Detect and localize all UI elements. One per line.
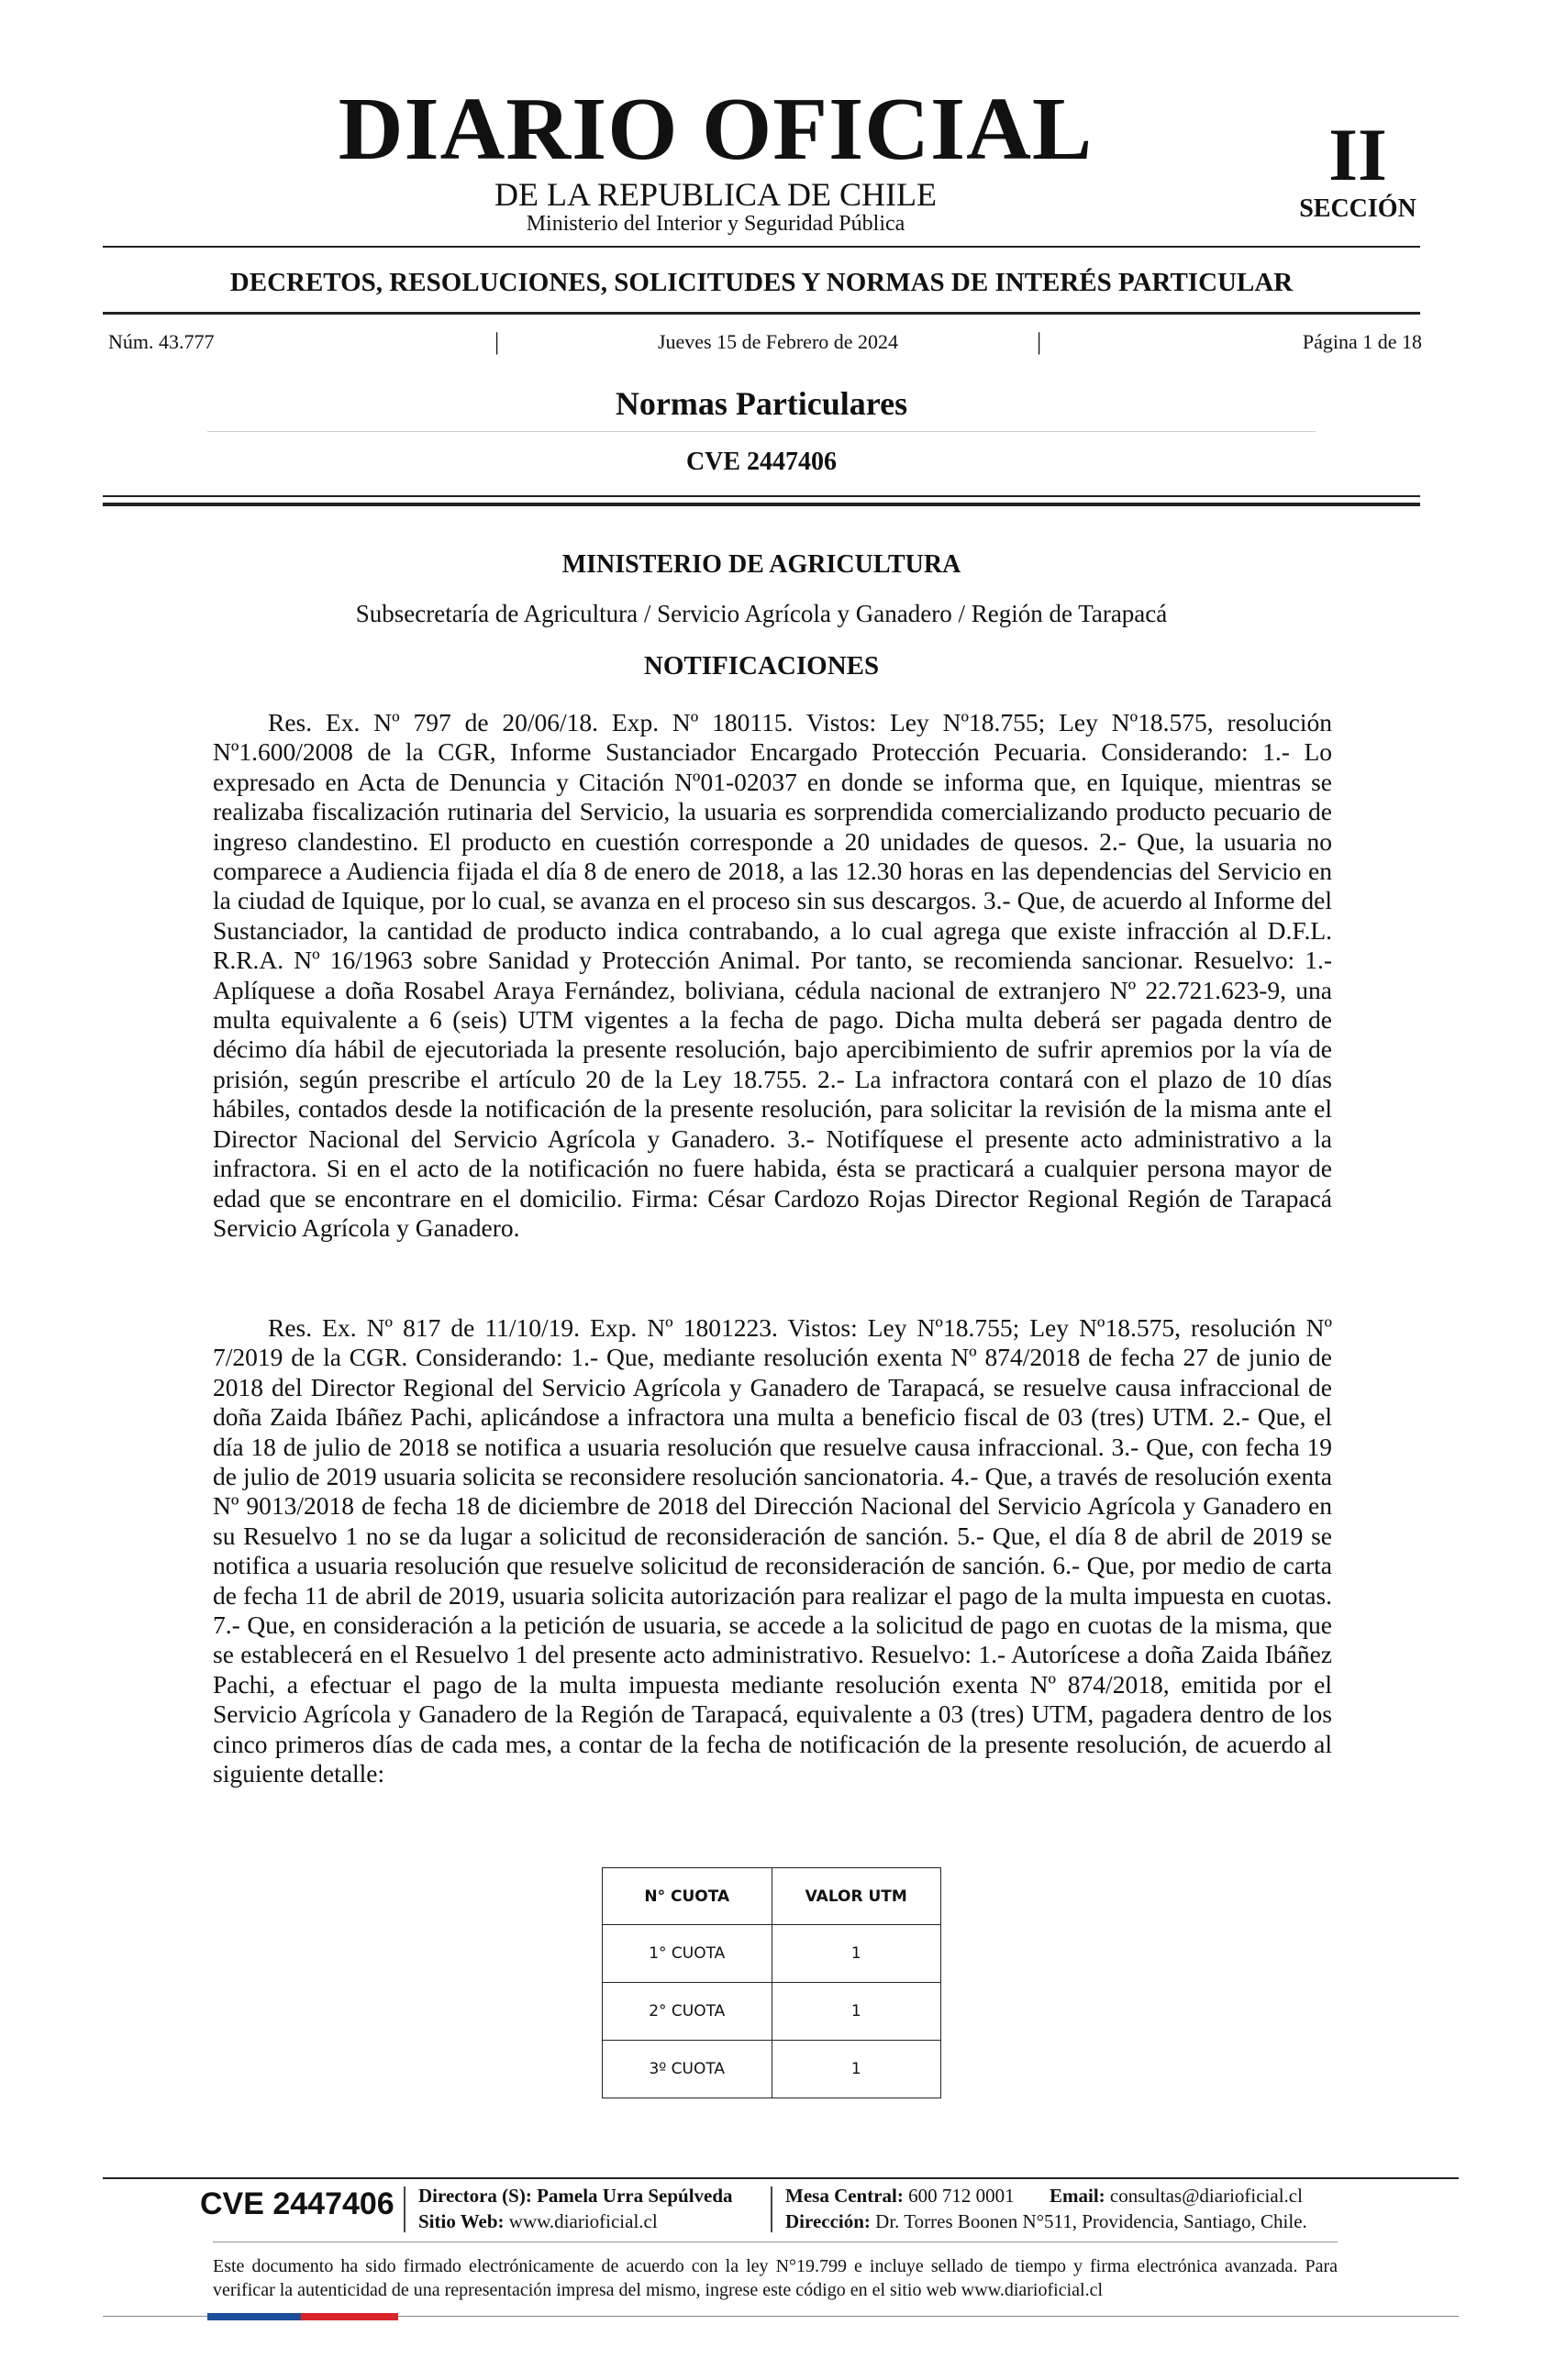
- masthead-subtitle: DE LA REPUBLICA DE CHILE: [494, 176, 937, 213]
- ministry-heading: MINISTERIO DE AGRICULTURA: [561, 550, 961, 579]
- resolution-paragraph: Res. Ex. Nº 817 de 11/10/19. Exp. Nº 1801223. Vistos: Ley Nº18.755; Ley Nº18.575, resolución Nº 7/2019 de la CGR. Considerando: 1.- Que, mediante resolución exenta Nº 874/2018 de fecha 27 de junio de 2018 del Director Regional del Servicio Agrícola y Ganadero de Tarapacá, se resuelve causa infraccional de doña Zaida Ibáñez Pachi, aplicándose a infractora una multa a beneficio fiscal de 03 (tres) UTM. 2.- Que, el día 18 de julio de 2018 se notifica a usuaria resolución que resuelve causa infraccional. 3.- Que, con fecha 19 de julio de 2019 usuaria solicita se reconsidere resolución sancionatoria. 4.- Que, a través de resolución exenta Nº 9013/2018 de fecha 18 de diciembre de 2018 del Dirección Nacional del Servicio Agrícola y Ganadero en su Resuelvo 1 no se da lugar a solicitud de reconsideración de sanción. 5.- Que, el día 8 de abril de 2019 se notifica a usuaria resolución que resuelve solicitud de reconsideración de sanción. 6.- Que, por medio de carta de fecha 11 de abril de 2019, usuaria solicita autorización para realizar el pago de la multa impuesta en cuotas. 7.- Que, en consideración a la petición de usuaria, se accede a la solicitud de pago en cuotas de la misma, que se establecerá en el Resuelvo 1 del presente acto administrativo. Resuelvo: 1.- Autorícese a doña Zaida Ibáñez Pachi, a efectuar el pago de la multa impuesta mediante resolución exenta Nº 874/2018, emitida por el Servicio Agrícola y Ganadero de la Región de Tarapacá, equivalente a 03 (tres) UTM, pagadera dentro de los cinco primeros días de cada mes, a contar de la fecha de notificación de la presente resolución, de acuerdo al siguiente detalle:: [213, 1313, 1332, 1788]
- cve-rule-top: [103, 495, 1420, 497]
- table-row: [603, 1983, 941, 2041]
- footer-divider: [404, 2186, 405, 2232]
- agency-line: Subsecretaría de Agricultura / Servicio Agrícola y Ganadero / Región de Tarapacá: [355, 600, 1168, 627]
- table-cell: 1° CUOTA: [603, 1925, 772, 1983]
- installments-table: [602, 1867, 941, 2098]
- table-cell: 2° CUOTA: [603, 1983, 772, 2041]
- table-header: N° CUOTA: [603, 1868, 772, 1925]
- page-indicator: Página 1 de 18: [1302, 330, 1422, 353]
- issue-separator: |: [494, 328, 500, 355]
- section-divider: [207, 431, 1316, 432]
- issue-separator: |: [1037, 328, 1042, 355]
- footer-website-link[interactable]: www.diarioficial.cl: [508, 2210, 658, 2232]
- footer-phone: Mesa Central: 600 712 0001: [785, 2185, 1015, 2207]
- resolution-paragraph: Res. Ex. Nº 797 de 20/06/18. Exp. Nº 180115. Vistos: Ley Nº18.755; Ley Nº18.575, resolución Nº1.600/2008 de la CGR, Informe Sustanciador Encargado Protección Pecuaria. Considerando: 1.- Lo expresado en Acta de Denuncia y Citación Nº01-02037 en donde se informa que, en Iquique, mientras se realizaba fiscalización rutinaria del Servicio, la usuaria es sorprendida comercializando producto pecuario de ingreso clandestino. El producto en cuestión corresponde a 20 unidades de quesos. 2.- Que, la usuaria no comparece a Audiencia fijada el día 8 de enero de 2018, a las 12.30 horas en las dependencias del Servicio en la ciudad de Iquique, por lo cual, se avanza en el proceso sin sus descargos. 3.- Que, de acuerdo al Informe del Sustanciador, la cantidad de producto indica contrabando, a lo cual agrega que existe infracción al D.F.L. R.R.A. Nº 16/1963 sobre Sanidad y Protección Animal. Por tanto, se recomienda sancionar. Resuelvo: 1.- Aplíquese a doña Rosabel Araya Fernández, boliviana, cédula nacional de extranjero Nº 22.721.623-9, una multa equivalente a 6 (seis) UTM vigentes a la fecha de pago. Dicha multa deberá ser pagada dentro de décimo día hábil de ejecutoriada la presente resolución, bajo apercibimiento de sufrir apremios por la vía de prisión, según prescribe el artículo 20 de la Ley 18.755. 2.- La infractora contará con el plazo de 10 días hábiles, contados desde la notificación de la presente resolución, para solicitar la revisión de la misma ante el Director Nacional del Servicio Agrícola y Ganadero. 3.- Notifíquese el presente acto administrativo a la infractora. Si en el acto de la notificación no fuere habida, ésta se practicará a cualquier persona mayor de edad que se encontrare en el domicilio. Firma: César Cardozo Rojas Director Regional Región de Tarapacá Servicio Agrícola y Ganadero.: [213, 708, 1332, 1242]
- issue-info-row: [108, 328, 1422, 356]
- table-header: VALOR UTM: [772, 1868, 941, 1925]
- masthead-ministry: Ministerio del Interior y Seguridad Pública: [526, 212, 905, 236]
- footer-address: Dirección: Dr. Torres Boonen N°511, Providencia, Santiago, Chile.: [785, 2210, 1307, 2232]
- table-cell: 1: [772, 1983, 941, 2041]
- footer-divider: [771, 2186, 772, 2232]
- cve-rule-bottom: [103, 503, 1420, 506]
- masthead-rule: [103, 246, 1420, 248]
- table-cell: 3º CUOTA: [603, 2041, 772, 2098]
- section-number: II: [1328, 113, 1387, 196]
- footer-website: Sitio Web: www.diarioficial.cl: [418, 2210, 658, 2232]
- table-row: [603, 2041, 941, 2098]
- footer-director: Directora (S): Pamela Urra Sepúlveda: [418, 2185, 733, 2207]
- footer-email-link[interactable]: consultas@diarioficial.cl: [1109, 2185, 1303, 2207]
- issue-number: Núm. 43.777: [108, 330, 215, 353]
- flag-stripe-red: [301, 2313, 398, 2320]
- banner-rule: [103, 312, 1420, 315]
- footer-rule: [103, 2177, 1459, 2179]
- table-row: [603, 1925, 941, 1983]
- notifications-heading: NOTIFICACIONES: [643, 651, 880, 681]
- table-cell: 1: [772, 1925, 941, 1983]
- cve-code: CVE 2447406: [685, 448, 838, 476]
- flag-stripe-blue: [207, 2313, 301, 2320]
- banner-title: DECRETOS, RESOLUCIONES, SOLICITUDES Y NORMAS DE INTERÉS PARTICULAR: [229, 268, 1294, 297]
- footer-cve-code: CVE 2447406: [200, 2186, 394, 2221]
- issue-date: Jueves 15 de Febrero de 2024: [657, 330, 899, 353]
- table-cell: 1: [772, 2041, 941, 2098]
- footer-email: Email: consultas@diarioficial.cl: [1050, 2185, 1303, 2207]
- section-title: Normas Particulares: [615, 385, 908, 422]
- section-label: SECCIÓN: [1299, 194, 1416, 223]
- table-header-row: [603, 1868, 941, 1925]
- masthead-title: DIARIO OFICIAL: [338, 80, 1094, 179]
- footer-disclaimer: Este documento ha sido firmado electrónicamente de acuerdo con la ley N°19.799 e incluye sellado de tiempo y firma electrónica avanzada. Para verificar la autenticidad de una representación impresa del mismo, ingrese este código en el sitio web www.diarioficial.cl: [213, 2256, 1338, 2300]
